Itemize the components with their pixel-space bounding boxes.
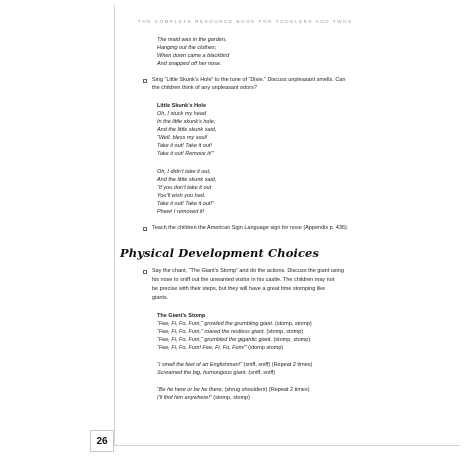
chant-line xyxy=(157,395,250,402)
chant-quote: “Fee, Fi, Fo, Fum,” growled the grumbling giant. xyxy=(157,321,274,327)
song-line: Oh, I stuck my head xyxy=(157,111,206,117)
song-line: “If you don’t take it out xyxy=(157,185,212,191)
page-number: 26 xyxy=(90,430,114,452)
chant-action: (sniff, sniff) (Repeat 2 times) xyxy=(241,362,313,368)
chant-line xyxy=(157,387,310,394)
song-title: Little Skunk’s Hole xyxy=(157,103,207,109)
paragraph-line: Sing “Little Skunk’s Hole” to the tune of “Dixie.” Discuss unpleasant smells. Can xyxy=(152,77,346,83)
bullet-square-icon xyxy=(143,79,147,83)
chant-quote: I’ll find him anywhere!” xyxy=(157,395,212,401)
chant-quote: “Fee, Fi, Fo, Fum,” roared the restless giant. xyxy=(157,329,265,335)
chant-quote: Screamed the big, humongous giant. xyxy=(157,370,247,376)
paragraph-line: the children think of any unpleasant odors? xyxy=(152,85,257,91)
verse-line: Hanging out the clothes; xyxy=(157,45,217,51)
bullet-square-icon xyxy=(143,270,147,274)
song-line: “Well, bless my soul! xyxy=(157,135,208,141)
song-line: And the little skunk said, xyxy=(157,177,217,183)
chant-line xyxy=(157,362,312,369)
chant-quote: “Fee, Fi, Fo, Fum,” grumbled the gigantic giant. xyxy=(157,337,272,343)
chant-line xyxy=(157,337,310,344)
chant-action: (stomp, stomp) xyxy=(271,337,311,343)
paragraph-line: Say the chant, “The Giant’s Stomp” and do the actions. Discuss the giant using xyxy=(152,268,344,274)
chant-action: (stomp, stomp) xyxy=(273,321,312,327)
chant-quote: “Fee, Fi, Fo, Fum! Fee, Fi, Fo, Fum!” xyxy=(157,345,247,351)
paragraph-line: giants. xyxy=(152,295,169,301)
song-line: In the little skunk’s hole, xyxy=(157,119,216,125)
song-line: Phew! I removed it! xyxy=(157,209,205,215)
running-head: THE COMPLETE RESOURCE BOOK FOR TODDLERS AND TWOS xyxy=(138,19,353,24)
chant-action: (shrug shoulders) (Repeat 2 times) xyxy=(223,387,310,393)
bullet-square-icon xyxy=(143,227,147,231)
song-line: You’ll wish you had. xyxy=(157,193,206,199)
chant-action: (stomp, stomp) xyxy=(264,329,304,335)
chant-line xyxy=(157,329,303,336)
footer-rule xyxy=(90,445,460,446)
section-heading: Physical Development Choices xyxy=(120,246,320,260)
paragraph-line: his nose to sniff out the unwanted visitor in his castle. The children may not xyxy=(152,277,335,283)
chant-action: (stomp stomp) xyxy=(246,345,284,351)
chant-quote: “Be he here or be he there, xyxy=(157,387,224,393)
verse-line: And snapped off her nose. xyxy=(157,61,222,67)
chant-quote: “I smell the feet of an Englishman!” xyxy=(157,362,242,368)
paragraph-line: Teach the children the American Sign Language sign for nose (Appendix p. 436). xyxy=(152,225,349,231)
chant-title: The Giant’s Stomp xyxy=(157,313,206,319)
margin-rule xyxy=(114,5,115,445)
song-line: And the little skunk said, xyxy=(157,127,217,133)
song-line: Take it out! Remove it!” xyxy=(157,151,214,157)
song-line: Oh, I didn’t take it out, xyxy=(157,169,211,175)
verse-line: The maid was in the garden, xyxy=(157,37,227,43)
chant-line xyxy=(157,370,275,377)
song-line: Take it out! Take it out! xyxy=(157,143,212,149)
chant-action: (stomp, stomp) xyxy=(211,395,250,401)
verse-line: When down came a blackbird xyxy=(157,53,230,59)
chant-line xyxy=(157,321,312,328)
chant-line xyxy=(157,345,283,352)
paragraph-line: be precise with their steps, but they will have a great time stomping like xyxy=(152,286,326,292)
chant-action: (sniff, sniff) xyxy=(246,370,276,376)
song-line: Take it out! Take it out!” xyxy=(157,201,214,207)
